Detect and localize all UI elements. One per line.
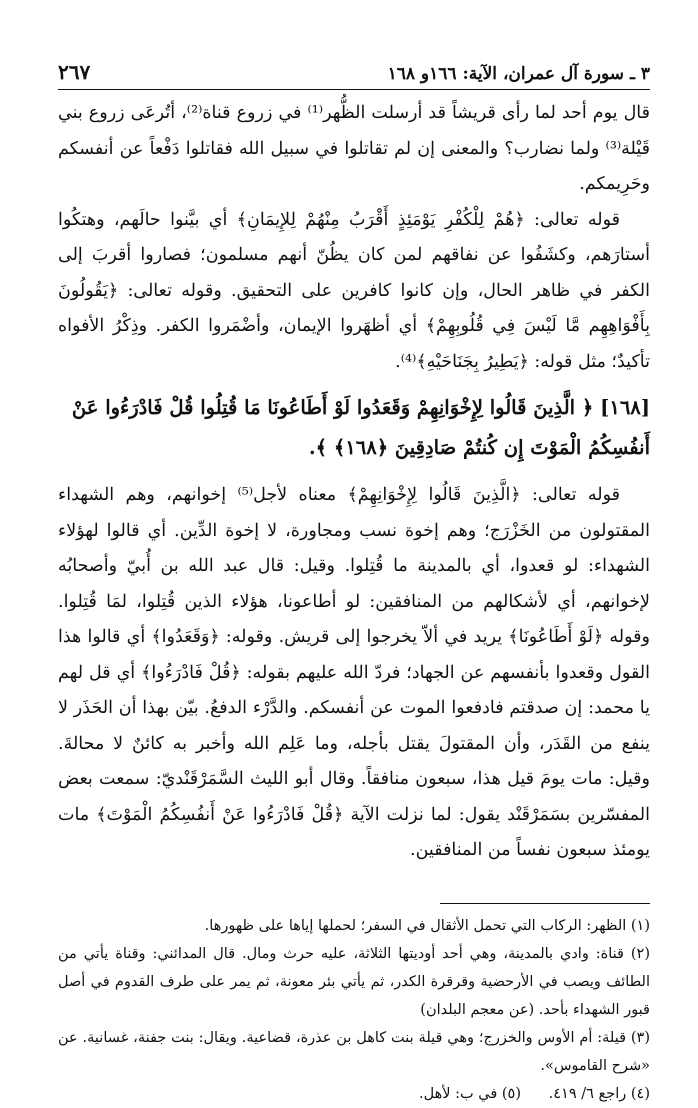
verse-block	[58, 388, 650, 468]
running-title: ٣ ـ سورة آل عمران، الآية: ١٦٦و ١٦٨	[387, 64, 650, 84]
footnote-1: (١) الظهر: الركاب التي تحمل الأثقال في السفر؛ لحملها إياها على ظهورها.	[204, 917, 650, 934]
footnotes	[58, 912, 650, 1108]
footnote-3: (٣) قيلة: أم الأوس والخزرج؛ وهي قيلة بنت كاهل بن عذرة، قضاعية. ويقال: بنت جفنة، غسانية. عن «شرح القاموس».	[58, 1029, 650, 1074]
paragraph-tafsir: قوله تعالى: ﴿الَّذِينَ قَالُوا لِإِخْوَانِهِمْ﴾ معناه لأجل⁽⁵⁾ إخوانهم، وهم الشهداء المقتولون من الخَزْرَج؛ وهم إخوة نسب ومجاورة، لا إخوة الدِّين. أي قالوا لهؤلاء الشهداء: لو قعدوا، أي بالمدينة ما قُتِلوا. وقيل: قال عبد الله بن أُبيّ وأصحابُه لإخوانهم، أي لأشكالهم من المنافقين: لو أطاعونا، هؤلاء الذين قُتِلوا، لمَا قُتِلوا. وقوله ﴿لَوْ أَطَاعُونَا﴾ يريد في ألاّ يخرجوا إلى قريش. وقوله: ﴿وَقَعَدُوا﴾ أي قالوا هذا القول وقعدوا بأنفسهم عن الجهاد؛ فردّ الله عليهم بقوله: ﴿قُلْ فَادْرَءُوا﴾ أي قل لهم يا محمد: إن صدقتم فادفعوا الموت عن أنفسكم. والدَّرْء الدفعُ. بيّن بهذا أن الحَذَر لا ينفع من القَدَر، وأن المقتولَ يقتل بأجله، وما عَلِم الله وأخبر به كائنٌ لا محالةَ. وقيل: مات يومَ قيل هذا، سبعون منافقاً. وقال أبو الليث السَّمَرْقَنْديّ: سمعت بعض المفسّرين بسَمَرْقَنْد يقول: لما نزلت الآية ﴿قُلْ فَادْرَءُوا عَنْ أَنفُسِكُمُ الْمَوْتَ﴾ مات يومئذ سبعون نفساً من المنافقين.	[58, 485, 650, 860]
footnote-separator	[440, 903, 650, 904]
verse-text: ﴿ الَّذِينَ قَالُوا لِإِخْوَانِهِمْ وَقَعَدُوا لَوْ أَطَاعُونَا مَا قُتِلُوا قُلْ فَادْرَءُوا عَنْ أَنفُسِكُمُ الْمَوْتَ إِن كُنتُمْ صَادِقِينَ ﴿١٦٨﴾ ﴾.	[71, 396, 650, 459]
footnote-4-5: (٤) راجع ٦/ ٤١٩. (٥) في ب: لأهل.	[419, 1085, 650, 1102]
paragraph-opening: قال يوم أحد لما رأى قريشاً قد أرسلت الظُّهر⁽¹⁾ في زروع قناة⁽²⁾، أتُرعَى زروع بني قَيْلة⁽³⁾ ولما نضارب؟ والمعنى إن لم تقاتلوا في سبيل الله فقاتلوا دَفْعاً عن أنفسكم وحَرِيمكم.	[58, 103, 650, 194]
document-page	[58, 58, 650, 1108]
footnote-separator-wrap	[58, 903, 650, 904]
main-text	[58, 96, 650, 869]
page-number: ٢٦٧	[58, 60, 91, 84]
verse-number: [١٦٨]	[600, 396, 650, 419]
verse-line	[58, 388, 650, 468]
paragraph-commentary: قوله تعالى: ﴿هُمْ لِلْكُفْرِ يَوْمَئِذٍ أَقْرَبُ مِنْهُمْ لِلإِيمَانِ﴾ أي بيَّنوا حالَهم، وهتكُوا أستارَهم، وكشَفُوا عن نفاقهم لمن كان يظُنّ أنهم مسلمون؛ فصاروا أقربَ إلى الكفر في ظاهر الحال، وإن كانوا كافرين على التحقيق. وقوله تعالى: ﴿يَقُولُونَ بِأَفْوَاهِهِم مَّا لَيْسَ فِي قُلُوبِهِمْ﴾ أي أظهَروا الإيمان، وأضْمَروا الكفر. وذِكْرُ الأفواه تأكيدٌ؛ مثل قوله: ﴿يَطِيرُ بِجَنَاحَيْهِ﴾⁽⁴⁾.	[58, 209, 650, 372]
page-header	[58, 58, 650, 90]
footnote-2: (٢) قناة: وادي بالمدينة، وهي أحد أوديتها الثلاثة، عليه حرث ومال. قال المدائني: وقناة يأتي من الطائف ويصب في الأرحضية وقرقرة الكدر، ثم يأتي بئر معونة، ثم يمر على طرف القدوم في أصل قبور الشهداء بأحد. (عن معجم البلدان)	[58, 945, 650, 1018]
